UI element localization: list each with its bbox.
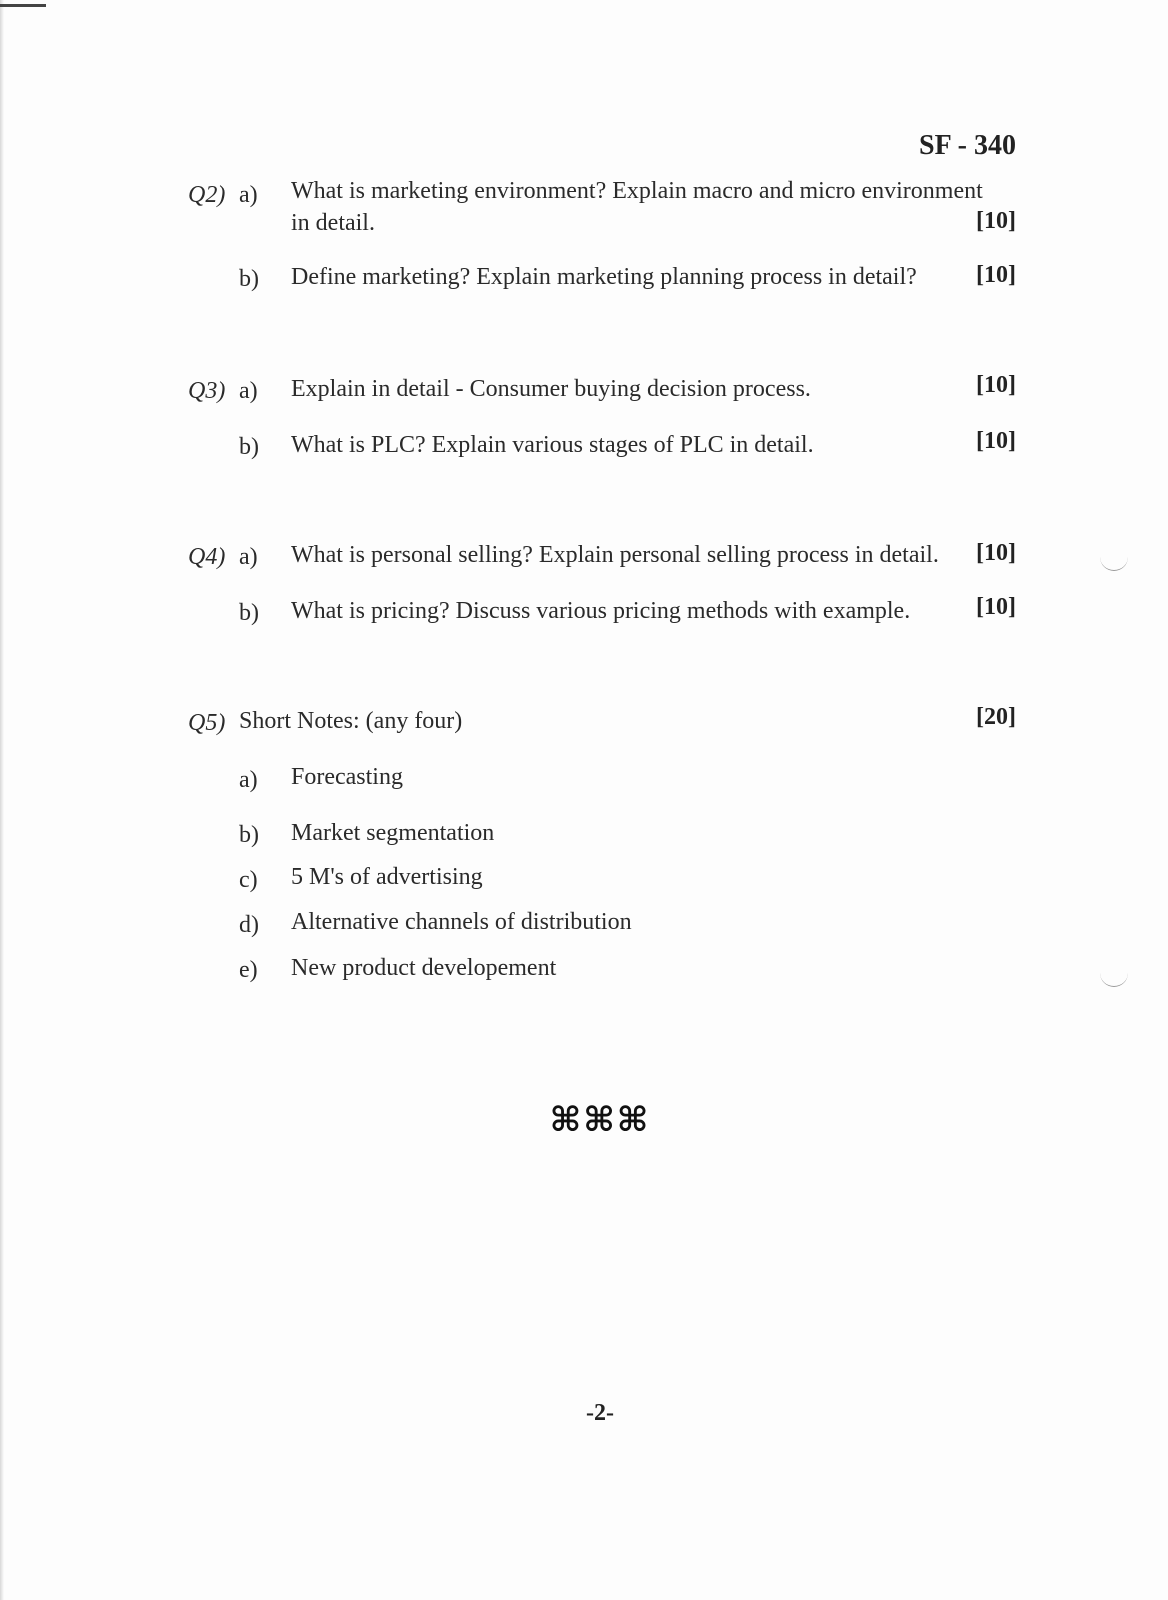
question-text: Define marketing? Explain marketing planning process in detail? (291, 264, 917, 290)
marks-label: [10] (976, 262, 1016, 288)
question-part-label: a) (239, 378, 258, 404)
question-number: Q5) (188, 710, 226, 736)
question-part-label: b) (239, 434, 259, 460)
question-part-label: a) (239, 182, 258, 208)
list-item-label: c) (239, 867, 258, 893)
question-text: What is PLC? Explain various stages of PLC in detail. (291, 432, 814, 458)
punch-hole-mark (1100, 556, 1128, 571)
paper-code: SF - 340 (919, 130, 1016, 161)
question-number: Q4) (188, 544, 226, 570)
question-text: What is marketing environment? Explain macro and micro environment (291, 178, 983, 204)
question-text: What is personal selling? Explain personal selling process in detail. (291, 542, 939, 568)
list-item-text: New product developement (291, 955, 557, 981)
list-item-label: e) (239, 957, 258, 983)
list-item-text: Market segmentation (291, 820, 495, 846)
page-number: -2- (586, 1400, 614, 1426)
question-part-label: b) (239, 266, 259, 292)
question-number: Q2) (188, 182, 226, 208)
list-item-label: d) (239, 912, 259, 938)
marks-label: [10] (976, 208, 1016, 234)
list-item-text: 5 M's of advertising (291, 864, 483, 890)
marks-label: [10] (976, 428, 1016, 454)
marks-label: [10] (976, 540, 1016, 566)
question-part-label: b) (239, 600, 259, 626)
list-item-label: b) (239, 822, 259, 848)
question-text: Explain in detail - Consumer buying decision process. (291, 376, 811, 402)
question-heading: Short Notes: (any four) (239, 708, 463, 734)
end-of-paper-mark: ⌘⌘⌘ (549, 1100, 651, 1140)
marks-label: [20] (976, 704, 1016, 730)
list-item-text: Forecasting (291, 764, 403, 790)
list-item-label: a) (239, 767, 258, 793)
punch-hole-mark (1100, 972, 1128, 987)
question-text: What is pricing? Discuss various pricing methods with example. (291, 598, 911, 624)
question-text: in detail. (291, 210, 375, 236)
list-item-text: Alternative channels of distribution (291, 909, 632, 935)
marks-label: [10] (976, 594, 1016, 620)
question-number: Q3) (188, 378, 226, 404)
marks-label: [10] (976, 372, 1016, 398)
scan-corner-mark (0, 4, 46, 7)
scan-edge-shadow (0, 0, 4, 1600)
question-part-label: a) (239, 544, 258, 570)
